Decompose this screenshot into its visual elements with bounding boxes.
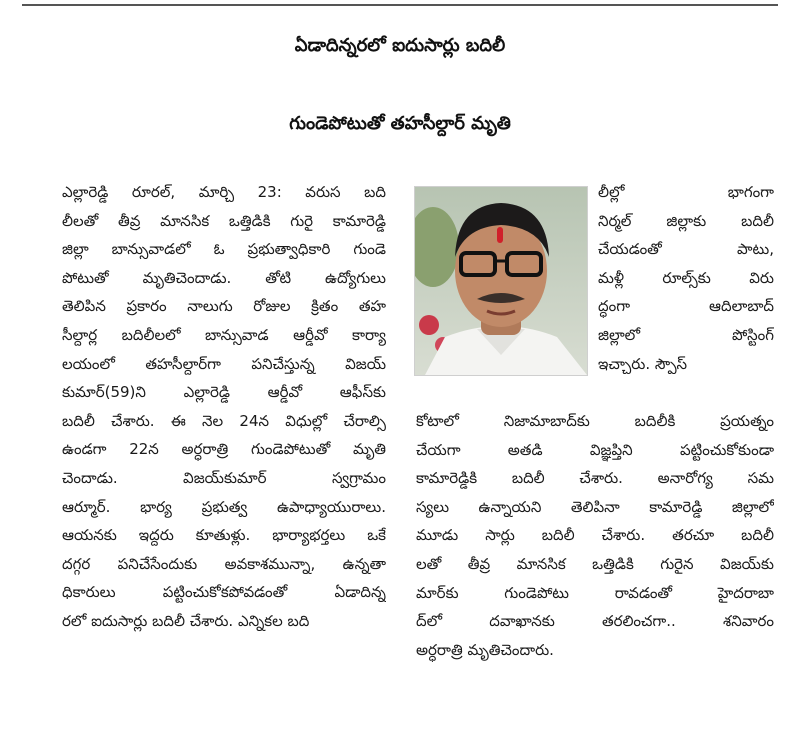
headline-line-1: ఏడాదిన్నరలో ఐదుసార్లు బదిలీ [294,35,506,56]
article-line: కోటాలో నిజామాబాద్‌కు బదిలీకి ప్రయత్నం [416,412,774,430]
article-line: రలో ఐదుసార్లు బదిలీ చేశారు. ఎన్నికల బది [62,611,310,630]
article-line: ఇచ్చారు. స్పౌస్ [598,354,688,373]
article-line: ద్‌లో దవాఖానకు తరలించగా.. శనివారం [416,612,774,631]
article-line: ఆర్మూర్. భార్య ప్రభుత్వ ఉపాధ్యాయురాలు. [62,497,386,516]
article-line: పోటుతో మృతిచెందాడు. తోటి ఉద్యోగులు [62,268,386,287]
article-left-column [62,178,386,636]
article-line: మార్‌కు గుండెపోటు రావడంతో హైదరాబా [416,583,774,602]
article-line: ద్ధంగా ఆదిలాబాద్ [598,297,774,316]
article-line: మూడు సార్లు బదిలీ చేశారు. తరచూ బదిలీ [416,526,774,545]
article-line: ఎల్లారెడ్డి రూరల్, మార్చి 23: వరుస బది [62,183,386,201]
tilak [497,227,503,243]
article-line: నిర్మల్ జిల్లాకు బదిలీ [598,211,774,230]
top-rule [22,4,778,6]
article-line: ఆయనకు ఇద్దరు కూతుళ్లు. భార్యాభర్తలు ఒకే [62,526,386,545]
article-line: జిల్లా బాన్సువాడలో ఓ ప్రభుత్వాధికారి గుండె [62,240,386,259]
article-line: లీల్లో భాగంగా [598,183,774,201]
headline-line-2: గుండెపోటుతో తహసీల్దార్ మృతి [289,113,511,134]
person-portrait-icon [415,187,587,375]
article-line: తెలిపిన ప్రకారం నాలుగు రోజుల క్రితం తహ [62,297,386,316]
portrait-photo [414,186,588,376]
article-line: కుమార్(59)ని ఎల్లారెడ్డి ఆర్డీవో ఆఫీస్‌కు [62,383,386,402]
article-line: చేయడంతో పాటు, [598,240,774,259]
article-line: మళ్లీ రూల్స్‌కు విరు [598,268,774,287]
article-line: స్యలు ఉన్నాయని తెలిపినా కామారెడ్డి జిల్లాలో [416,497,774,516]
article-right-bottom-column [416,407,774,664]
article-line: బదిలీ చేశారు. ఈ నెల 24న విధుల్లో చేరాల్సి [62,411,386,430]
article-right-top-column [598,178,774,378]
background-foliage [415,207,459,287]
article-line: చేయగా అతడి విజ్ఞప్తిని పట్టించుకోకుండా [416,440,774,459]
article-line: లయంలో తహసీల్దార్‌గా పనిచేస్తున్న విజయ్ [62,354,386,373]
article-line: జిల్లాలో పోస్టింగ్ [598,325,774,344]
article-line: సీల్దార్ల బదిలీలలో బాన్సువాడ ఆర్డీవో కార్యా [62,325,386,344]
article-line: లతో తీవ్ర మానసిక ఒత్తిడికి గురైన విజయ్‌కు [416,554,774,573]
article-line: చెందాడు. విజయ్‌కుమార్ స్వగ్రామం [62,468,386,487]
article-line: దగ్గర పనిచేసేందుకు అవకాశమున్నా, ఉన్నతా [62,554,386,573]
article-line: లీలతో తీవ్ర మానసిక ఒత్తిడికి గురై కామారెడ్డి [62,211,386,230]
article-line: అర్ధరాత్రి మృతిచెందారు. [416,640,554,659]
article-line: ధికారులు పట్టించుకోకపోవడంతో ఏడాదిన్న [62,583,386,602]
article-line: ఉండగా 22న అర్ధరాత్రి గుండెపోటుతో మృతి [62,440,386,459]
article-line: కామారెడ్డికి బదిలీ చేశారు. అనారోగ్య సమ [416,469,774,488]
background-flower [419,315,439,335]
